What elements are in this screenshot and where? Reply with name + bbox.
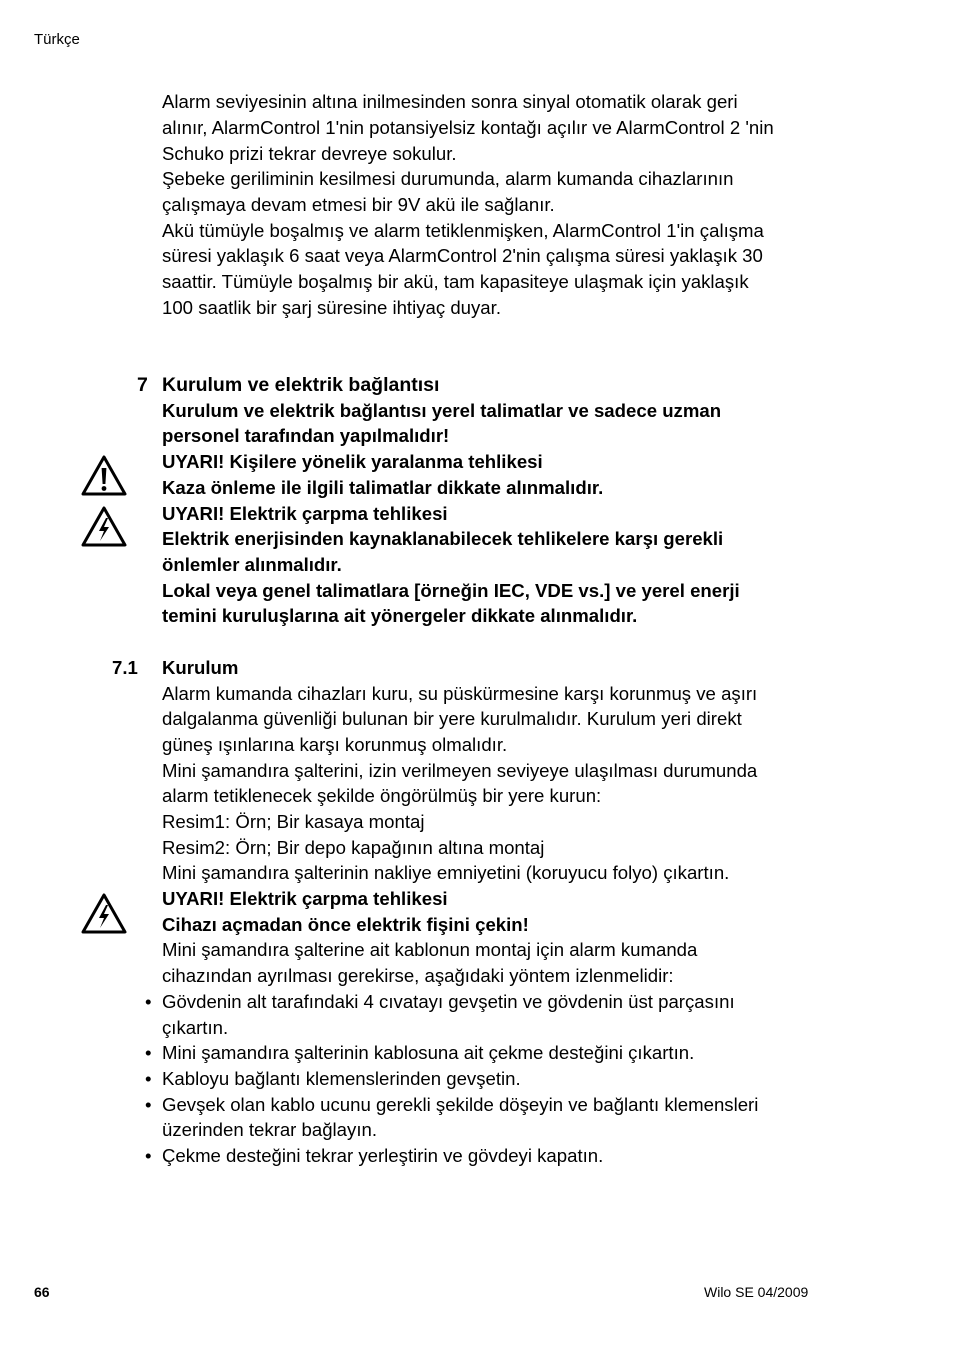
intro-line: saattir. Tümüyle boşalmış bir akü, tam kapasiteye ulaşmak için yaklaşık <box>162 271 749 292</box>
intro-line: 100 saatlik bir şarj süresine ihtiyaç duyar. <box>162 297 501 318</box>
section-7-line: Elektrik enerjisinden kaynaklanabilecek tehlikelere karşı gerekli <box>162 528 724 549</box>
section-7-number: 7 <box>137 374 148 396</box>
section-7-line: personel tarafından yapılmalıdır! <box>162 425 450 446</box>
section-7-1-line: cihazından ayrılması gerekirse, aşağıdaki yöntem izlenmelidir: <box>162 965 674 986</box>
electric-shock-warning-icon <box>80 892 128 936</box>
intro-line: çalışmaya devam etmesi bir 9V akü ile sağlanır. <box>162 194 555 215</box>
bullet-marker: • <box>145 991 152 1012</box>
intro-line: Schuko prizi tekrar devreye sokulur. <box>162 143 457 164</box>
intro-line: süresi yaklaşık 6 saat veya AlarmControl 2'nin çalışma süresi yaklaşık 30 <box>162 245 763 266</box>
intro-line: Alarm seviyesinin altına inilmesinden sonra sinyal otomatik olarak geri <box>162 91 738 112</box>
section-7-title: Kurulum ve elektrik bağlantısı <box>162 374 440 396</box>
section-7-1-line: Mini şamandıra şalterine ait kablonun montaj için alarm kumanda <box>162 939 698 960</box>
electric-shock-warning-icon <box>80 505 128 549</box>
section-7-1-title: Kurulum <box>162 657 239 678</box>
page-number: 66 <box>34 1284 50 1300</box>
section-7-line: Kaza önleme ile ilgili talimatlar dikkate alınmalıdır. <box>162 477 604 498</box>
section-7-line: Kurulum ve elektrik bağlantısı yerel talimatlar ve sadece uzman <box>162 400 722 421</box>
publisher-info: Wilo SE 04/2009 <box>704 1284 809 1300</box>
warning-triangle-icon <box>80 454 128 498</box>
warning-electric-title: UYARI! Elektrik çarpma tehlikesi <box>162 503 448 524</box>
section-7-1-number: 7.1 <box>112 657 138 678</box>
section-7-1-line: Resim1: Örn; Bir kasaya montaj <box>162 811 425 832</box>
section-7-1-line: Mini şamandıra şalterini, izin verilmeyen seviyeye ulaşılması durumunda <box>162 760 758 781</box>
section-7-line: önlemler alınmalıdır. <box>162 554 342 575</box>
list-item: Mini şamandıra şalterinin kablosuna ait çekme desteğini çıkartın. <box>162 1042 695 1063</box>
page-language-label: Türkçe <box>34 31 80 48</box>
warning-electric-title: UYARI! Elektrik çarpma tehlikesi <box>162 888 448 909</box>
bullet-marker: • <box>145 1042 152 1063</box>
list-item: çıkartın. <box>162 1017 229 1038</box>
bullet-marker: • <box>145 1145 152 1166</box>
section-7-1-line: dalgalanma güvenliği bulunan bir yere kurulmalıdır. Kurulum yeri direkt <box>162 708 742 729</box>
section-7-1-line: Alarm kumanda cihazları kuru, su püskürmesine karşı korunmuş ve aşırı <box>162 683 758 704</box>
list-item: üzerinden tekrar bağlayın. <box>162 1119 377 1140</box>
section-7-1-line: Mini şamandıra şalterinin nakliye emniyetini (koruyucu folyo) çıkartın. <box>162 862 730 883</box>
list-item: Kabloyu bağlantı klemenslerinden gevşetin. <box>162 1068 521 1089</box>
section-7-line: Lokal veya genel talimatlara [örneğin IEC, VDE vs.] ve yerel enerji <box>162 580 740 601</box>
section-7-1-line: güneş ışınlarına karşı korunmuş olmalıdır. <box>162 734 508 755</box>
section-7-line: temini kuruluşlarına ait yönergeler dikkate alınmalıdır. <box>162 605 638 626</box>
intro-line: alınır, AlarmControl 1'nin potansiyelsiz kontağı açılır ve AlarmControl 2 'nin <box>162 117 774 138</box>
list-item: Çekme desteğini tekrar yerleştirin ve gövdeyi kapatın. <box>162 1145 604 1166</box>
section-7-1-line: alarm tetiklenecek şekilde öngörülmüş bir yere kurun: <box>162 785 602 806</box>
warning-injury-title: UYARI! Kişilere yönelik yaralanma tehlikesi <box>162 451 543 472</box>
section-7-1-line: Resim2: Örn; Bir depo kapağının altına montaj <box>162 837 545 858</box>
warning-electric-text: Cihazı açmadan önce elektrik fişini çekin! <box>162 914 529 935</box>
intro-line: Akü tümüyle boşalmış ve alarm tetiklenmişken, AlarmControl 1'in çalışma <box>162 220 764 241</box>
list-item: Gövdenin alt tarafındaki 4 cıvatayı gevşetin ve gövdenin üst parçasını <box>162 991 735 1012</box>
intro-line: Şebeke geriliminin kesilmesi durumunda, alarm kumanda cihazlarının <box>162 168 734 189</box>
bullet-marker: • <box>145 1094 152 1115</box>
bullet-marker: • <box>145 1068 152 1089</box>
list-item: Gevşek olan kablo ucunu gerekli şekilde döşeyin ve bağlantı klemensleri <box>162 1094 759 1115</box>
